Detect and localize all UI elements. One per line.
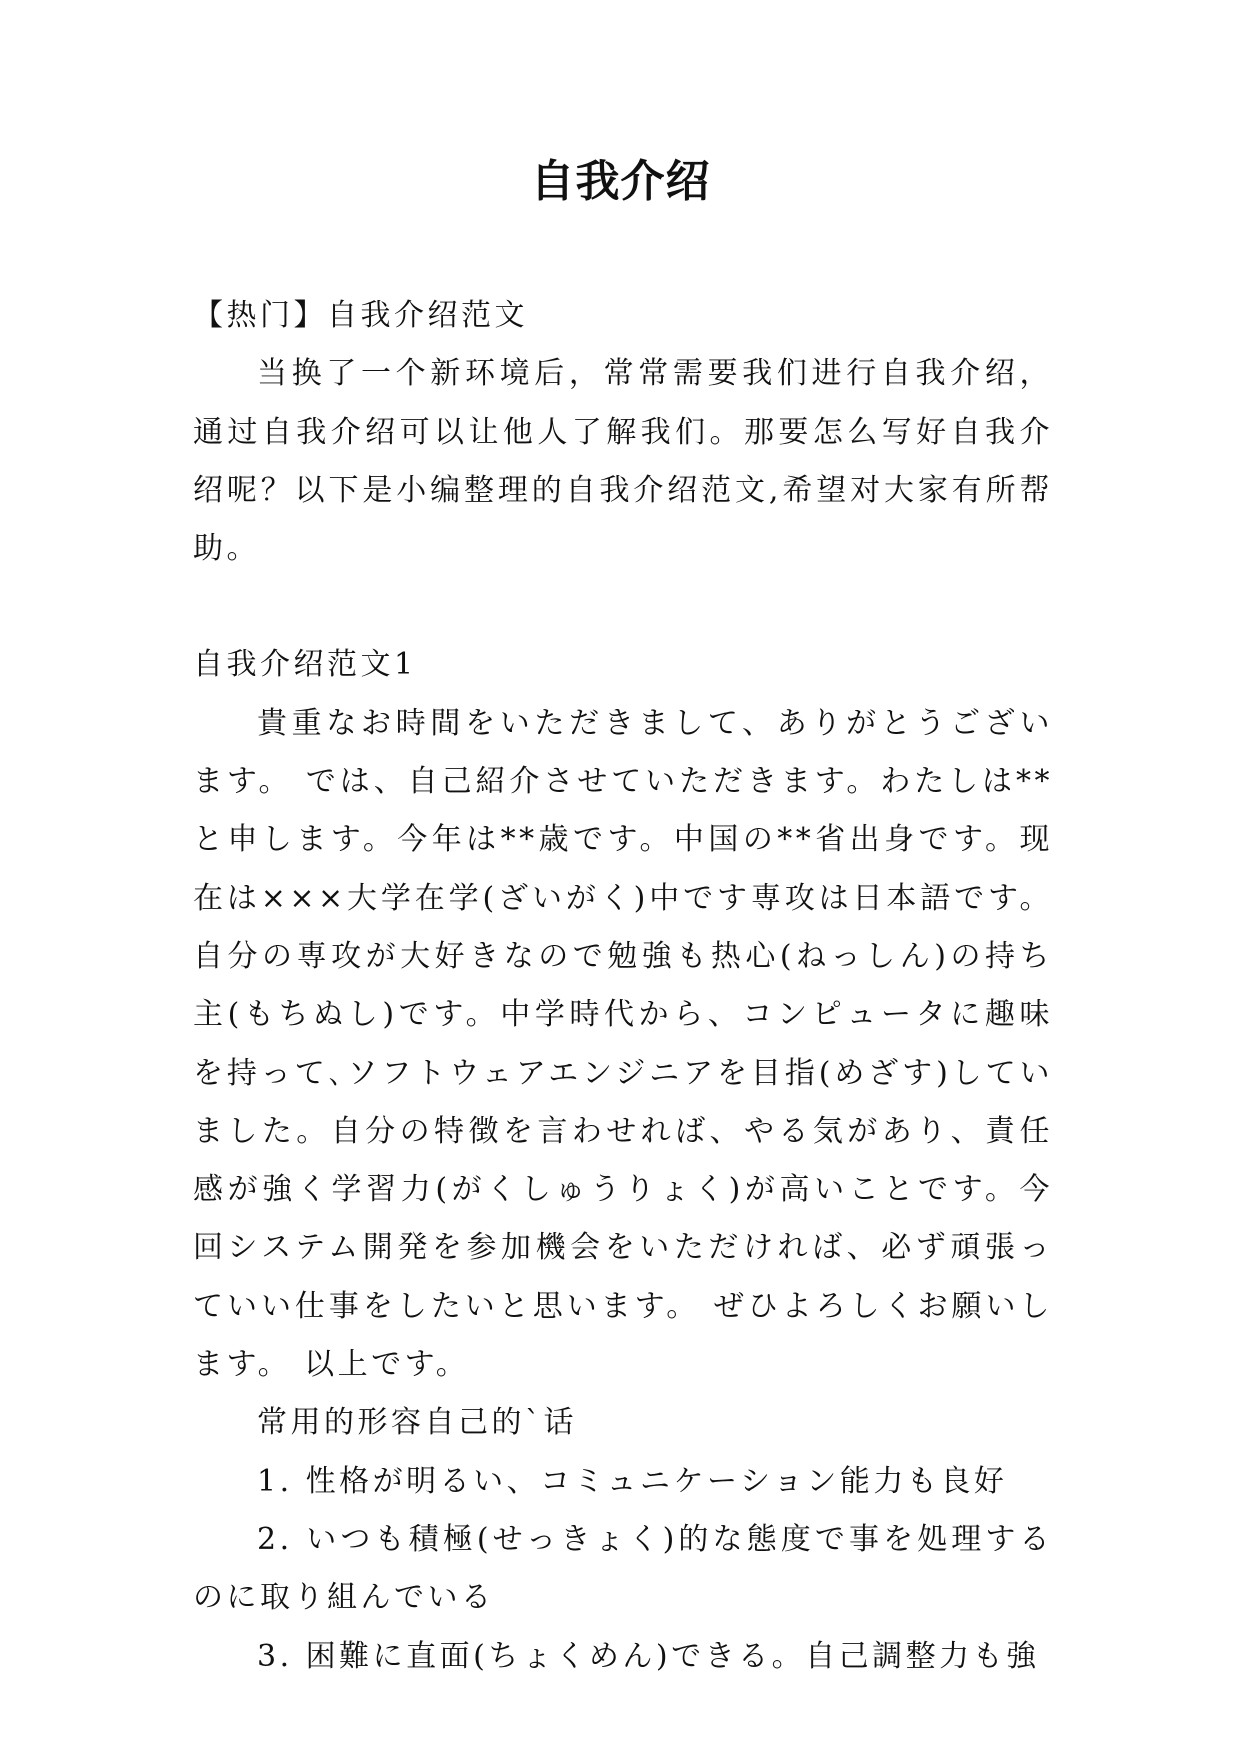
list-item-2: 2. いつも積極(せっきょく)的な態度で事を処理するのに取り組んでいる <box>193 1521 1053 1616</box>
list-item-3: 3. 困難に直面(ちょくめん)できる。自己調整力も強 <box>257 1638 1040 1674</box>
phrases-heading: 常用的形容自己的`话 <box>257 1405 577 1441</box>
list-item-1: 1. 性格が明るい、コミュニケーション能力も良好 <box>257 1463 1008 1499</box>
section-paragraph: 貴重なお時間をいただきまして、ありがとうございます。 では、自己紹介させていただきます。わたしは**と申します。今年は**歳です。中国の**省出身です。现在は×××大学在学(ざいがく)中です専攻は日本語です。自分の専攻が大好きなので勉強も热心(ねっしん)の持ち主(もちぬし)です。中学時代から、コンピュータに趣味を持って､ソフトウェアエンジニアを目指(めざす)していました。自分の特徴を言わせれば、やる気があり、責任感が強く学習力(がくしゅうりょく)が高いことです。今回システム開発を参加機会をいただければ、必ず頑張っていい仕事をしたいと思います。 ぜひよろしくお願いします。 以上です。 <box>193 705 1053 1383</box>
intro-paragraph: 当换了一个新环境后，常常需要我们进行自我介绍，通过自我介绍可以让他人了解我们。那要怎么写好自我介绍呢？以下是小编整理的自我介绍范文,希望对大家有所帮助。 <box>193 356 1053 567</box>
document-body <box>193 287 1053 1686</box>
hot-heading: 【热门】自我介绍范文 <box>193 298 528 333</box>
paragraph-gap <box>193 578 1053 636</box>
page-title: 自我介绍 <box>530 156 711 207</box>
section-heading: 自我介绍范文1 <box>193 647 417 683</box>
